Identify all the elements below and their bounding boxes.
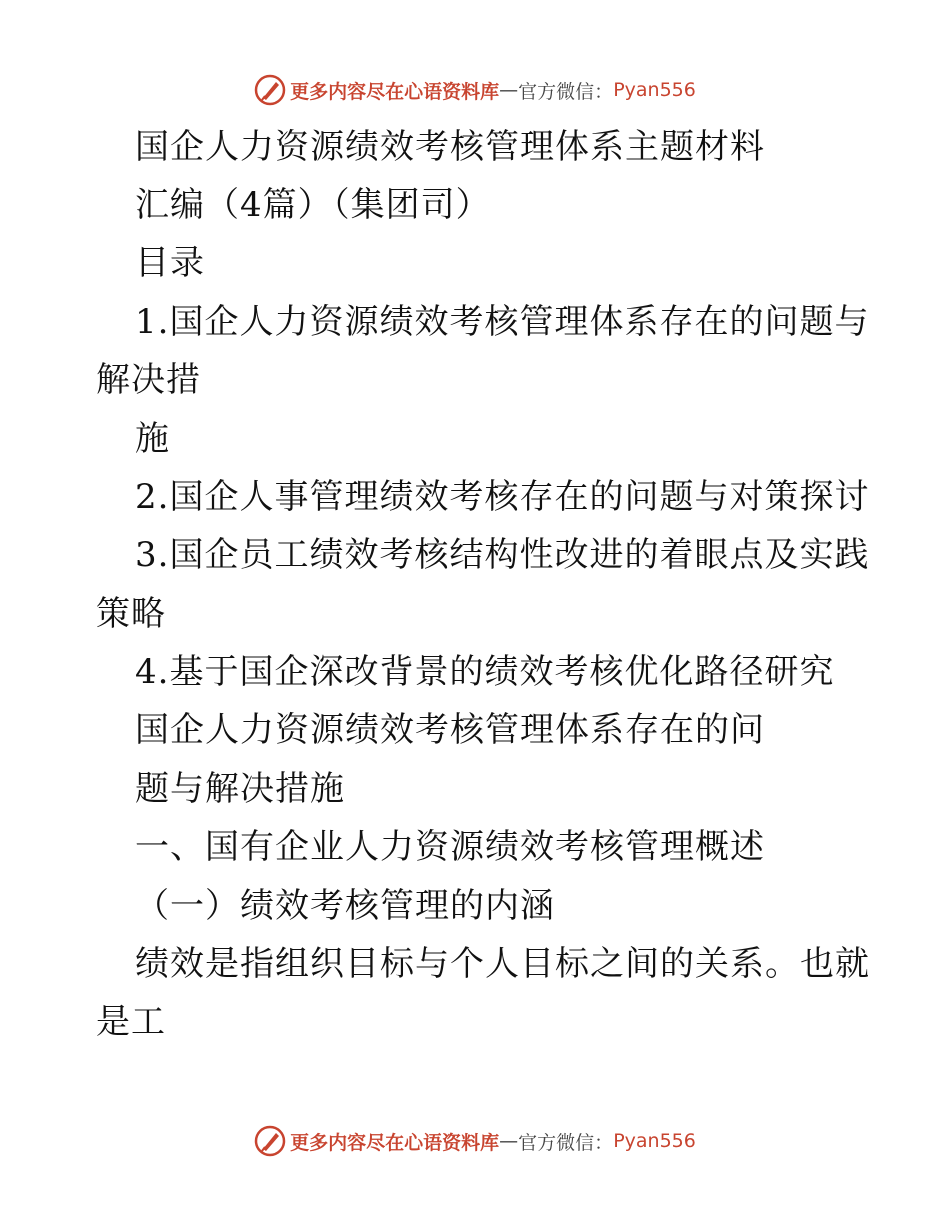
quill-logo-icon xyxy=(254,1125,286,1157)
toc-item-2: 2.国企人事管理绩效考核存在的问题与对策探讨 xyxy=(135,477,870,517)
toc-heading: 目录 xyxy=(135,243,205,283)
quill-logo-icon xyxy=(254,74,286,106)
watermark-lead-text: 更多内容尽在心语资料库 xyxy=(290,1131,500,1154)
watermark-wechat-label: 官方微信： xyxy=(518,80,614,103)
toc-item-4: 4.基于国企深改背景的绩效考核优化路径研究 xyxy=(135,652,835,692)
toc-item-3-cont: 策略 xyxy=(96,594,166,634)
section-heading-1: 一、国有企业人力资源绩效考核管理概述 xyxy=(135,827,765,867)
watermark-dash: — xyxy=(499,79,519,101)
subsection-heading-1: （一）绩效考核管理的内涵 xyxy=(135,886,555,926)
article-title-line-1: 国企人力资源绩效考核管理体系存在的问 xyxy=(135,710,765,750)
toc-item-3: 3.国企员工绩效考核结构性改进的着眼点及实践 xyxy=(135,535,870,575)
doc-title-line-1: 国企人力资源绩效考核管理体系主题材料 xyxy=(135,127,765,167)
body-paragraph-line-2: 是工 xyxy=(96,1002,166,1042)
watermark-wechat-label: 官方微信： xyxy=(518,1131,614,1154)
watermark-dash: — xyxy=(499,1130,519,1152)
toc-item-1: 1.国企人力资源绩效考核管理体系存在的问题与 xyxy=(135,302,870,342)
watermark-lead-text: 更多内容尽在心语资料库 xyxy=(290,80,500,103)
article-title-line-2: 题与解决措施 xyxy=(135,769,345,809)
watermark-banner-bottom xyxy=(0,1121,950,1161)
doc-title-line-2: 汇编（4篇）（集团司） xyxy=(135,185,491,225)
toc-item-1-cont: 解决措 xyxy=(96,360,201,400)
watermark-wechat-id: Pyan556 xyxy=(613,1130,696,1152)
watermark-banner-top xyxy=(0,70,950,110)
watermark-wechat-id: Pyan556 xyxy=(613,79,696,101)
toc-item-1-cont-2: 施 xyxy=(135,419,170,459)
body-paragraph-line-1: 绩效是指组织目标与个人目标之间的关系。也就 xyxy=(135,944,870,984)
